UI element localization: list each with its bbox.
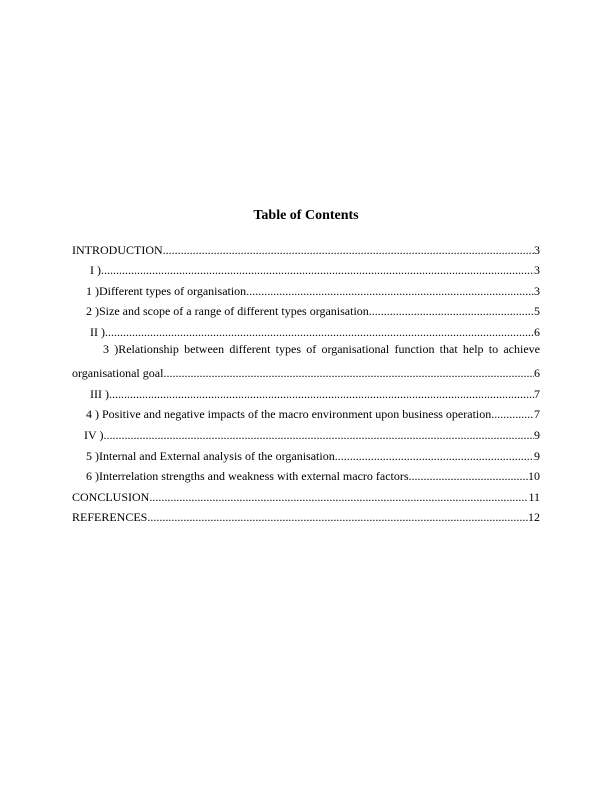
dot-leader: [163, 366, 534, 380]
toc-page-number: 11: [528, 489, 540, 504]
toc-entry-section-4[interactable]: [72, 421, 540, 442]
dot-leader: [409, 469, 528, 483]
dot-leader: [103, 428, 534, 442]
toc-page-number: 3: [534, 263, 540, 278]
toc-entry-section-1[interactable]: [72, 257, 540, 278]
toc-entry-references[interactable]: [72, 504, 540, 525]
toc-entry-interrelation[interactable]: [72, 463, 540, 484]
toc-entry-relationship-line1[interactable]: [72, 339, 540, 360]
dot-leader: [246, 284, 534, 298]
toc-page-number: 6: [534, 324, 540, 339]
toc-entry-label: I ): [90, 263, 101, 278]
toc-entry-macro-impacts[interactable]: [72, 401, 540, 422]
toc-page-number: 12: [528, 510, 540, 525]
toc-entry-different-types[interactable]: [72, 277, 540, 298]
toc-page-number: 7: [534, 407, 540, 422]
toc-entry-internal-external[interactable]: [72, 442, 540, 463]
dot-leader: [105, 325, 534, 339]
toc-entry-section-3[interactable]: [72, 380, 540, 401]
toc-page-number: 10: [528, 469, 540, 484]
dot-leader: [101, 263, 534, 277]
toc-entry-label: CONCLUSION: [72, 489, 150, 504]
toc-entry-label: 6 )Interrelation strengths and weakness with external macro factors: [86, 469, 409, 484]
table-of-contents: [72, 236, 540, 524]
toc-entry-label: INTRODUCTION: [72, 242, 163, 257]
dot-leader: [147, 510, 528, 524]
toc-entry-introduction[interactable]: [72, 236, 540, 257]
toc-page-number: 3: [534, 242, 540, 257]
toc-entry-label: 4 ) Positive and negative impacts of the macro environment upon business operation: [86, 407, 492, 422]
toc-page-number: 6: [534, 366, 540, 381]
toc-entry-label: 5 )Internal and External analysis of the organisation: [86, 448, 335, 463]
toc-entry-label: REFERENCES: [72, 510, 148, 525]
toc-page-number: 7: [534, 386, 540, 401]
dot-leader: [109, 387, 534, 401]
dot-leader: [163, 243, 534, 257]
dot-leader: [335, 449, 534, 463]
toc-entry-label: IV ): [84, 427, 104, 442]
toc-title: Table of Contents: [253, 208, 359, 223]
toc-entry-label: 1 )Different types of organisation: [86, 283, 247, 298]
toc-entry-label: III ): [90, 386, 109, 401]
toc-page-number: 3: [534, 283, 540, 298]
toc-page-number: 9: [534, 448, 540, 463]
dot-leader: [369, 304, 534, 318]
toc-entry-relationship-line2[interactable]: [72, 360, 540, 381]
toc-page-number: 9: [534, 427, 540, 442]
dot-leader: [149, 490, 528, 504]
toc-entry-label: 3 )Relationship between different types of organisational function that help to achieve: [103, 341, 540, 356]
toc-entry-conclusion[interactable]: [72, 483, 540, 504]
toc-entry-section-2[interactable]: [72, 318, 540, 339]
toc-entry-size-scope[interactable]: [72, 298, 540, 319]
toc-entry-label: 2 )Size and scope of a range of different types organisation: [86, 304, 369, 319]
toc-page-number: 5: [534, 304, 540, 319]
toc-entry-label: organisational goal: [72, 366, 164, 381]
toc-entry-label: II ): [90, 324, 105, 339]
dot-leader: [491, 407, 534, 421]
